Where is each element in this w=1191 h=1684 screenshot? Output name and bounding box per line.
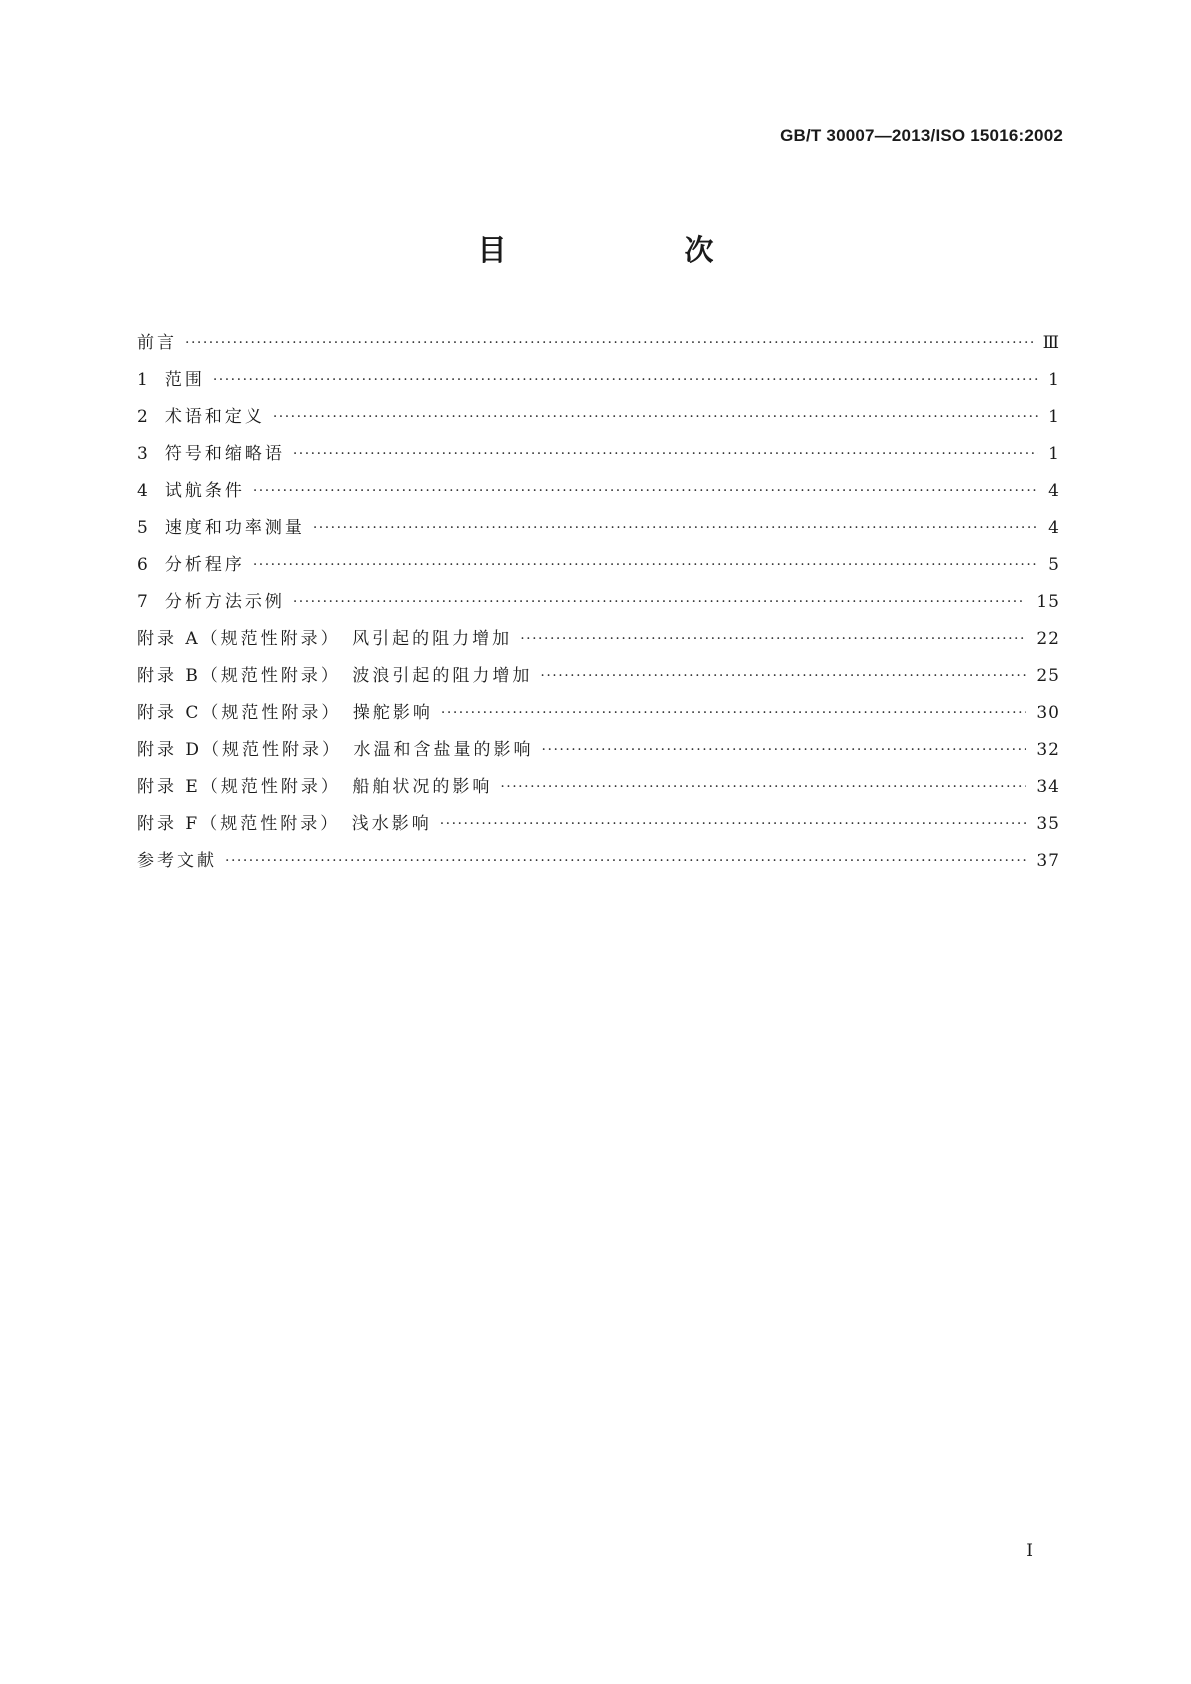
toc-entry-page: 5 bbox=[1048, 555, 1060, 575]
toc-leader-dots bbox=[440, 816, 1027, 832]
toc-entry[interactable] bbox=[137, 735, 1060, 772]
toc-entry-page: 22 bbox=[1036, 629, 1060, 649]
toc-leader-dots bbox=[500, 779, 1026, 795]
toc-leader-dots bbox=[253, 557, 1038, 573]
toc-entry-label: 附录 A（规范性附录） 风引起的阻力增加 bbox=[137, 629, 513, 649]
toc-entry-page: Ⅲ bbox=[1042, 333, 1060, 353]
toc-leader-dots bbox=[293, 446, 1038, 462]
toc-leader-dots bbox=[273, 409, 1038, 425]
toc-entry-label: 术语和定义 bbox=[164, 407, 265, 427]
toc-entry-page: 4 bbox=[1048, 518, 1060, 538]
toc-entry-page: 15 bbox=[1036, 592, 1060, 612]
toc-entry[interactable] bbox=[137, 624, 1060, 661]
toc-entry[interactable] bbox=[137, 550, 1060, 587]
toc-leader-dots bbox=[540, 668, 1026, 684]
toc-entry-label: 速度和功率测量 bbox=[164, 518, 305, 538]
toc-entry-page: 30 bbox=[1036, 703, 1060, 723]
toc-leader-dots bbox=[542, 742, 1027, 758]
toc-leader-dots bbox=[253, 483, 1038, 499]
page-title: 目 次 bbox=[477, 233, 754, 267]
toc-entry[interactable] bbox=[137, 698, 1060, 735]
toc-leader-dots bbox=[520, 631, 1026, 647]
toc-entry[interactable] bbox=[137, 513, 1060, 550]
toc-entry-label: 分析程序 bbox=[164, 555, 245, 575]
toc-entry[interactable] bbox=[137, 476, 1060, 513]
toc-entry-label: 范围 bbox=[164, 370, 205, 390]
toc-entry-page: 25 bbox=[1036, 666, 1060, 686]
toc-entry[interactable] bbox=[137, 772, 1060, 809]
toc-entry[interactable] bbox=[137, 809, 1060, 846]
toc-entry-number: 3 bbox=[137, 444, 148, 464]
toc-entry-label: 分析方法示例 bbox=[164, 592, 285, 612]
toc-entry-page: 1 bbox=[1048, 444, 1060, 464]
toc-entry-label: 符号和缩略语 bbox=[164, 444, 285, 464]
toc-leader-dots bbox=[313, 520, 1038, 536]
toc-entry-number: 7 bbox=[137, 592, 148, 612]
toc-leader-dots bbox=[225, 853, 1026, 869]
toc-entry-page: 32 bbox=[1036, 740, 1060, 760]
toc-entry-label: 试航条件 bbox=[164, 481, 245, 501]
toc-entry-number: 5 bbox=[137, 518, 148, 538]
toc-leader-dots bbox=[441, 705, 1026, 721]
toc-leader-dots bbox=[185, 335, 1033, 351]
toc-entry-label: 参考文献 bbox=[137, 851, 217, 871]
toc-entry[interactable] bbox=[137, 439, 1060, 476]
toc-entry[interactable] bbox=[137, 365, 1060, 402]
toc-entry-page: 34 bbox=[1036, 777, 1060, 797]
toc-entry[interactable] bbox=[137, 661, 1060, 698]
toc-entry[interactable] bbox=[137, 402, 1060, 439]
toc-entry-page: 35 bbox=[1036, 814, 1060, 834]
toc-entry-page: 1 bbox=[1048, 370, 1060, 390]
toc-entry-number: 4 bbox=[137, 481, 148, 501]
toc-entry-label: 附录 B（规范性附录） 波浪引起的阻力增加 bbox=[137, 666, 533, 686]
toc-entry[interactable] bbox=[137, 587, 1060, 624]
toc-entry-number: 2 bbox=[137, 407, 148, 427]
toc-entry-label: 前言 bbox=[137, 333, 177, 353]
standard-code: GB/T 30007—2013/ISO 15016:2002 bbox=[780, 126, 1063, 145]
toc-entry-page: 1 bbox=[1048, 407, 1060, 427]
toc-entry-number: 6 bbox=[137, 555, 148, 575]
page-number: I bbox=[1026, 1541, 1033, 1561]
table-of-contents bbox=[137, 328, 1060, 883]
toc-entry-label: 附录 F（规范性附录） 浅水影响 bbox=[137, 814, 432, 834]
toc-entry[interactable] bbox=[137, 846, 1060, 883]
toc-entry-label: 附录 E（规范性附录） 船舶状况的影响 bbox=[137, 777, 493, 797]
toc-entry-page: 37 bbox=[1036, 851, 1060, 871]
toc-entry-label: 附录 D（规范性附录） 水温和含盐量的影响 bbox=[137, 740, 534, 760]
toc-entry-label: 附录 C（规范性附录） 操舵影响 bbox=[137, 703, 433, 723]
toc-entry-page: 4 bbox=[1048, 481, 1060, 501]
toc-entry[interactable] bbox=[137, 328, 1060, 365]
toc-leader-dots bbox=[293, 594, 1027, 610]
toc-entry-number: 1 bbox=[137, 370, 148, 390]
toc-leader-dots bbox=[213, 372, 1038, 388]
